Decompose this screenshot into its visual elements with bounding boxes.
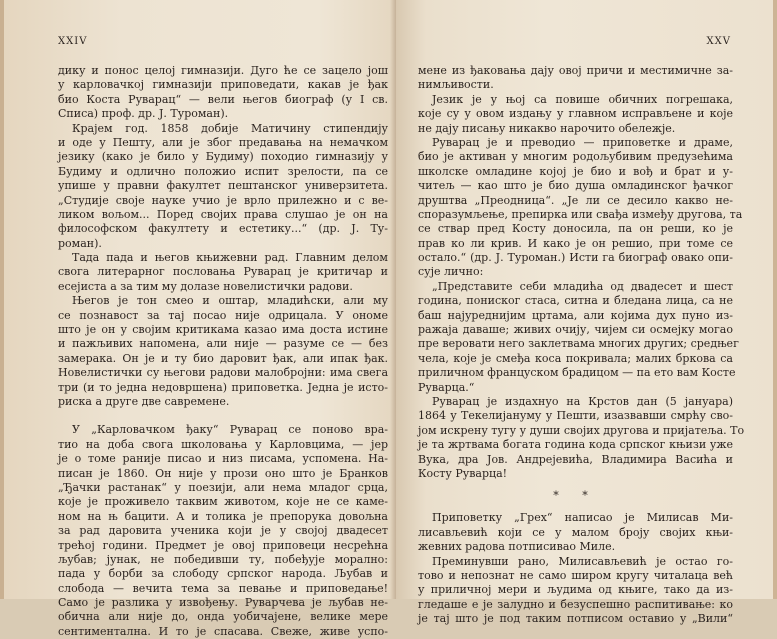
text-line: сентиментална. И то је спасава. Свеже, живе успо- (58, 624, 388, 638)
text-line: мене из ђаковања дају овој причи и местимичне за- (418, 64, 733, 77)
text-line: ражаја даваше; живих очију, чијем си осмејку могао (418, 323, 733, 337)
text-line: есејиста а за тим му долазе новелистички радови. (58, 279, 353, 293)
text-line: дику и понос целој гимназији. Дуго ће се зацело још (58, 64, 388, 77)
section-separator: * * (553, 489, 598, 503)
text-line: је та жртвама богата година кода српског књизи уже (418, 438, 733, 452)
text-line: година, пониског стаса, ситна и бледана лица, са не (418, 294, 733, 308)
text-line: Језик је у њој са повише обичних погрешака, (432, 92, 733, 106)
text-line: био Коста Руварац“ — вели његов биограф (у I св. (58, 92, 388, 106)
page-number-right: XXV (706, 36, 731, 47)
text-line: слобода — вечита тема за певање и приповедање! (58, 581, 388, 595)
text-line: роман). (58, 236, 102, 250)
text-line: Вука, дра Јов. Андрејевића, Владимира Васића и (418, 452, 733, 466)
text-line: које је проживело таквим животом, које не се каме- (58, 495, 388, 509)
text-line: је тај што је под таким потписом оставио у „Вили“ (418, 612, 733, 626)
text-line: ном на њ бацити. А и толика је препорука довољна (58, 509, 388, 523)
text-line: Само је разлика у извођењу. Руварчева је љубав не- (58, 596, 388, 610)
text-line: приличном француском брадицом — па ето вам Косте (418, 366, 736, 380)
text-line: Руварца.“ (418, 380, 475, 394)
text-line: школске омладине којој је био и вођ и брат и у- (418, 164, 733, 178)
text-line: нимљивости. (418, 78, 494, 92)
text-line: „Студије своје науке учио је врло прилежно и с ве- (58, 193, 388, 207)
text-line: био је активан у многим родољубивим предузећима (418, 150, 733, 164)
text-line: језику (како је било у Будиму) походио гимназију у (58, 150, 388, 164)
text-line: гледаше е је залудно и безуспешно распитивање: ко (418, 597, 733, 611)
text-line: читељ — као што је био душа омладинског ђачког (418, 179, 733, 193)
left-page (4, 0, 396, 638)
text-line: чела, које је смеђа коса покривала; малих бркова са (418, 351, 733, 365)
text-line: 1864 у Текелијануму у Пешти, изазвавши смрћу сво- (418, 409, 733, 423)
text-line: споразумљење, препирка или свађа између другова, та (418, 207, 743, 221)
text-line: што је он у својим критикама казао има доста истине (58, 323, 388, 337)
text-line: три (и то једна недовршена) приповетка. Једна је исто- (58, 380, 388, 394)
text-line: писан је 1860. Он није у прози оно што је Бранков (58, 466, 388, 480)
text-line: Његов је тон смео и оштар, младићски, али му (72, 294, 388, 308)
text-line: и пажљивих напомена, али није — разуме се — без (58, 337, 388, 351)
text-line: Косту Руварца! (418, 466, 508, 480)
left-page-text (58, 64, 388, 639)
paragraph-gap (58, 409, 388, 423)
text-line: Приповетку „Грех“ написао је Милисав Ми- (432, 511, 733, 525)
text-line: Руварац је и преводио — приповетке и драме, (432, 135, 733, 149)
text-line: је о томе раније писао и низ писама, успомена. На- (58, 452, 388, 466)
text-line: лисављевић који се у малом броју својих књи- (418, 525, 733, 539)
text-line: Тада пада и његов књижевни рад. Главним делом (72, 251, 388, 265)
text-line: „Ђачки растанак“ у поезији, али нема младог срца, (58, 480, 388, 494)
text-line: Списа) проф. др. Ј. Туроман). (58, 107, 229, 121)
right-page (396, 0, 773, 626)
text-line: У „Карловачком ђаку“ Руварац се поново вра- (72, 423, 388, 437)
text-line: риска а друге две савремене. (58, 394, 230, 408)
text-line: љубав; јунак, не победивши ту, побеђује морално: (58, 552, 388, 566)
text-line: сује лично: (418, 265, 484, 279)
text-line: трећој години. Предмет је овој приповеци несрећна (58, 538, 388, 552)
text-line: жевних радова потписивао Миле. (418, 540, 616, 554)
text-line: друштва „Преодница“. „Је ли се десило какво не- (418, 193, 733, 207)
text-line: које су у овом издању у главном исправљене и које (418, 107, 733, 121)
text-line: за рад даровита ученика који је у својој двадесет (58, 524, 388, 538)
text-line: упише у правни факултет пештанског универзитета. (58, 179, 388, 193)
text-line: Новелистички су његови радови малобројни: има свега (58, 366, 388, 380)
text-line: Руварац је издахнуо на Крстов дан (5 јануара) (432, 394, 733, 408)
text-line: у приличној мери и људима од књиге, тако да из- (418, 583, 733, 597)
right-page-text (418, 64, 745, 626)
text-line: јом искрену тугу у души својих другова и пријатеља. То (418, 423, 745, 437)
text-line: философском факултету и естетику...“ (др. Ј. Ту- (58, 222, 388, 236)
text-line: Преминувши рано, Милисављевић је остао го- (432, 554, 733, 568)
text-line: се ствар пред Косту доносила, па он реши, ко је (418, 222, 733, 236)
text-line: „Представите себи младића од двадесет и шест (432, 279, 733, 293)
text-line: ликом вољом... Поред својих права слушао је он на (58, 207, 388, 221)
text-line: не дају писању никакво нарочито обележје. (418, 121, 676, 135)
text-line: пада у борби за слободу српског народа. Љубав и (58, 567, 388, 581)
text-line: и оде у Пешту, али је због предавања на немачком (58, 135, 388, 149)
text-line: у карловачкој гимназији приповедати, какав је ђак (58, 78, 388, 92)
text-line: прав ко ли крив. И како је он решио, при томе се (418, 236, 733, 250)
text-line: замерака. Он је и ту био даровит ђак, али ипак ђак. (58, 351, 388, 365)
text-line: остало.“ (др. Ј. Туроман.) Исти га биограф овако опи- (418, 251, 733, 265)
text-line: свога литерарног пословања Руварац је критичар и (58, 265, 388, 279)
text-line: Будиму и одлично положио испит зрелости, па се (58, 164, 388, 178)
text-line: баш најуреднијим цртама, али којима дух пуно из- (418, 308, 733, 322)
page-number-left: XXIV (58, 36, 88, 47)
text-line: се познавост за тај посао није одрицала. У ономе (58, 308, 388, 322)
text-line: Крајем год. 1858 добије Матичину стипендију (72, 121, 388, 135)
text-line: тово и непознат не само широм кругу читалаца већ (418, 568, 733, 582)
text-line: обична али није до, онда уобичајене, велике мере (58, 610, 388, 624)
text-line: тио на доба свога школовања у Карловцима, — јер (58, 437, 388, 451)
text-line: пре веровати него заклетвама многих других; средњег (418, 337, 739, 351)
